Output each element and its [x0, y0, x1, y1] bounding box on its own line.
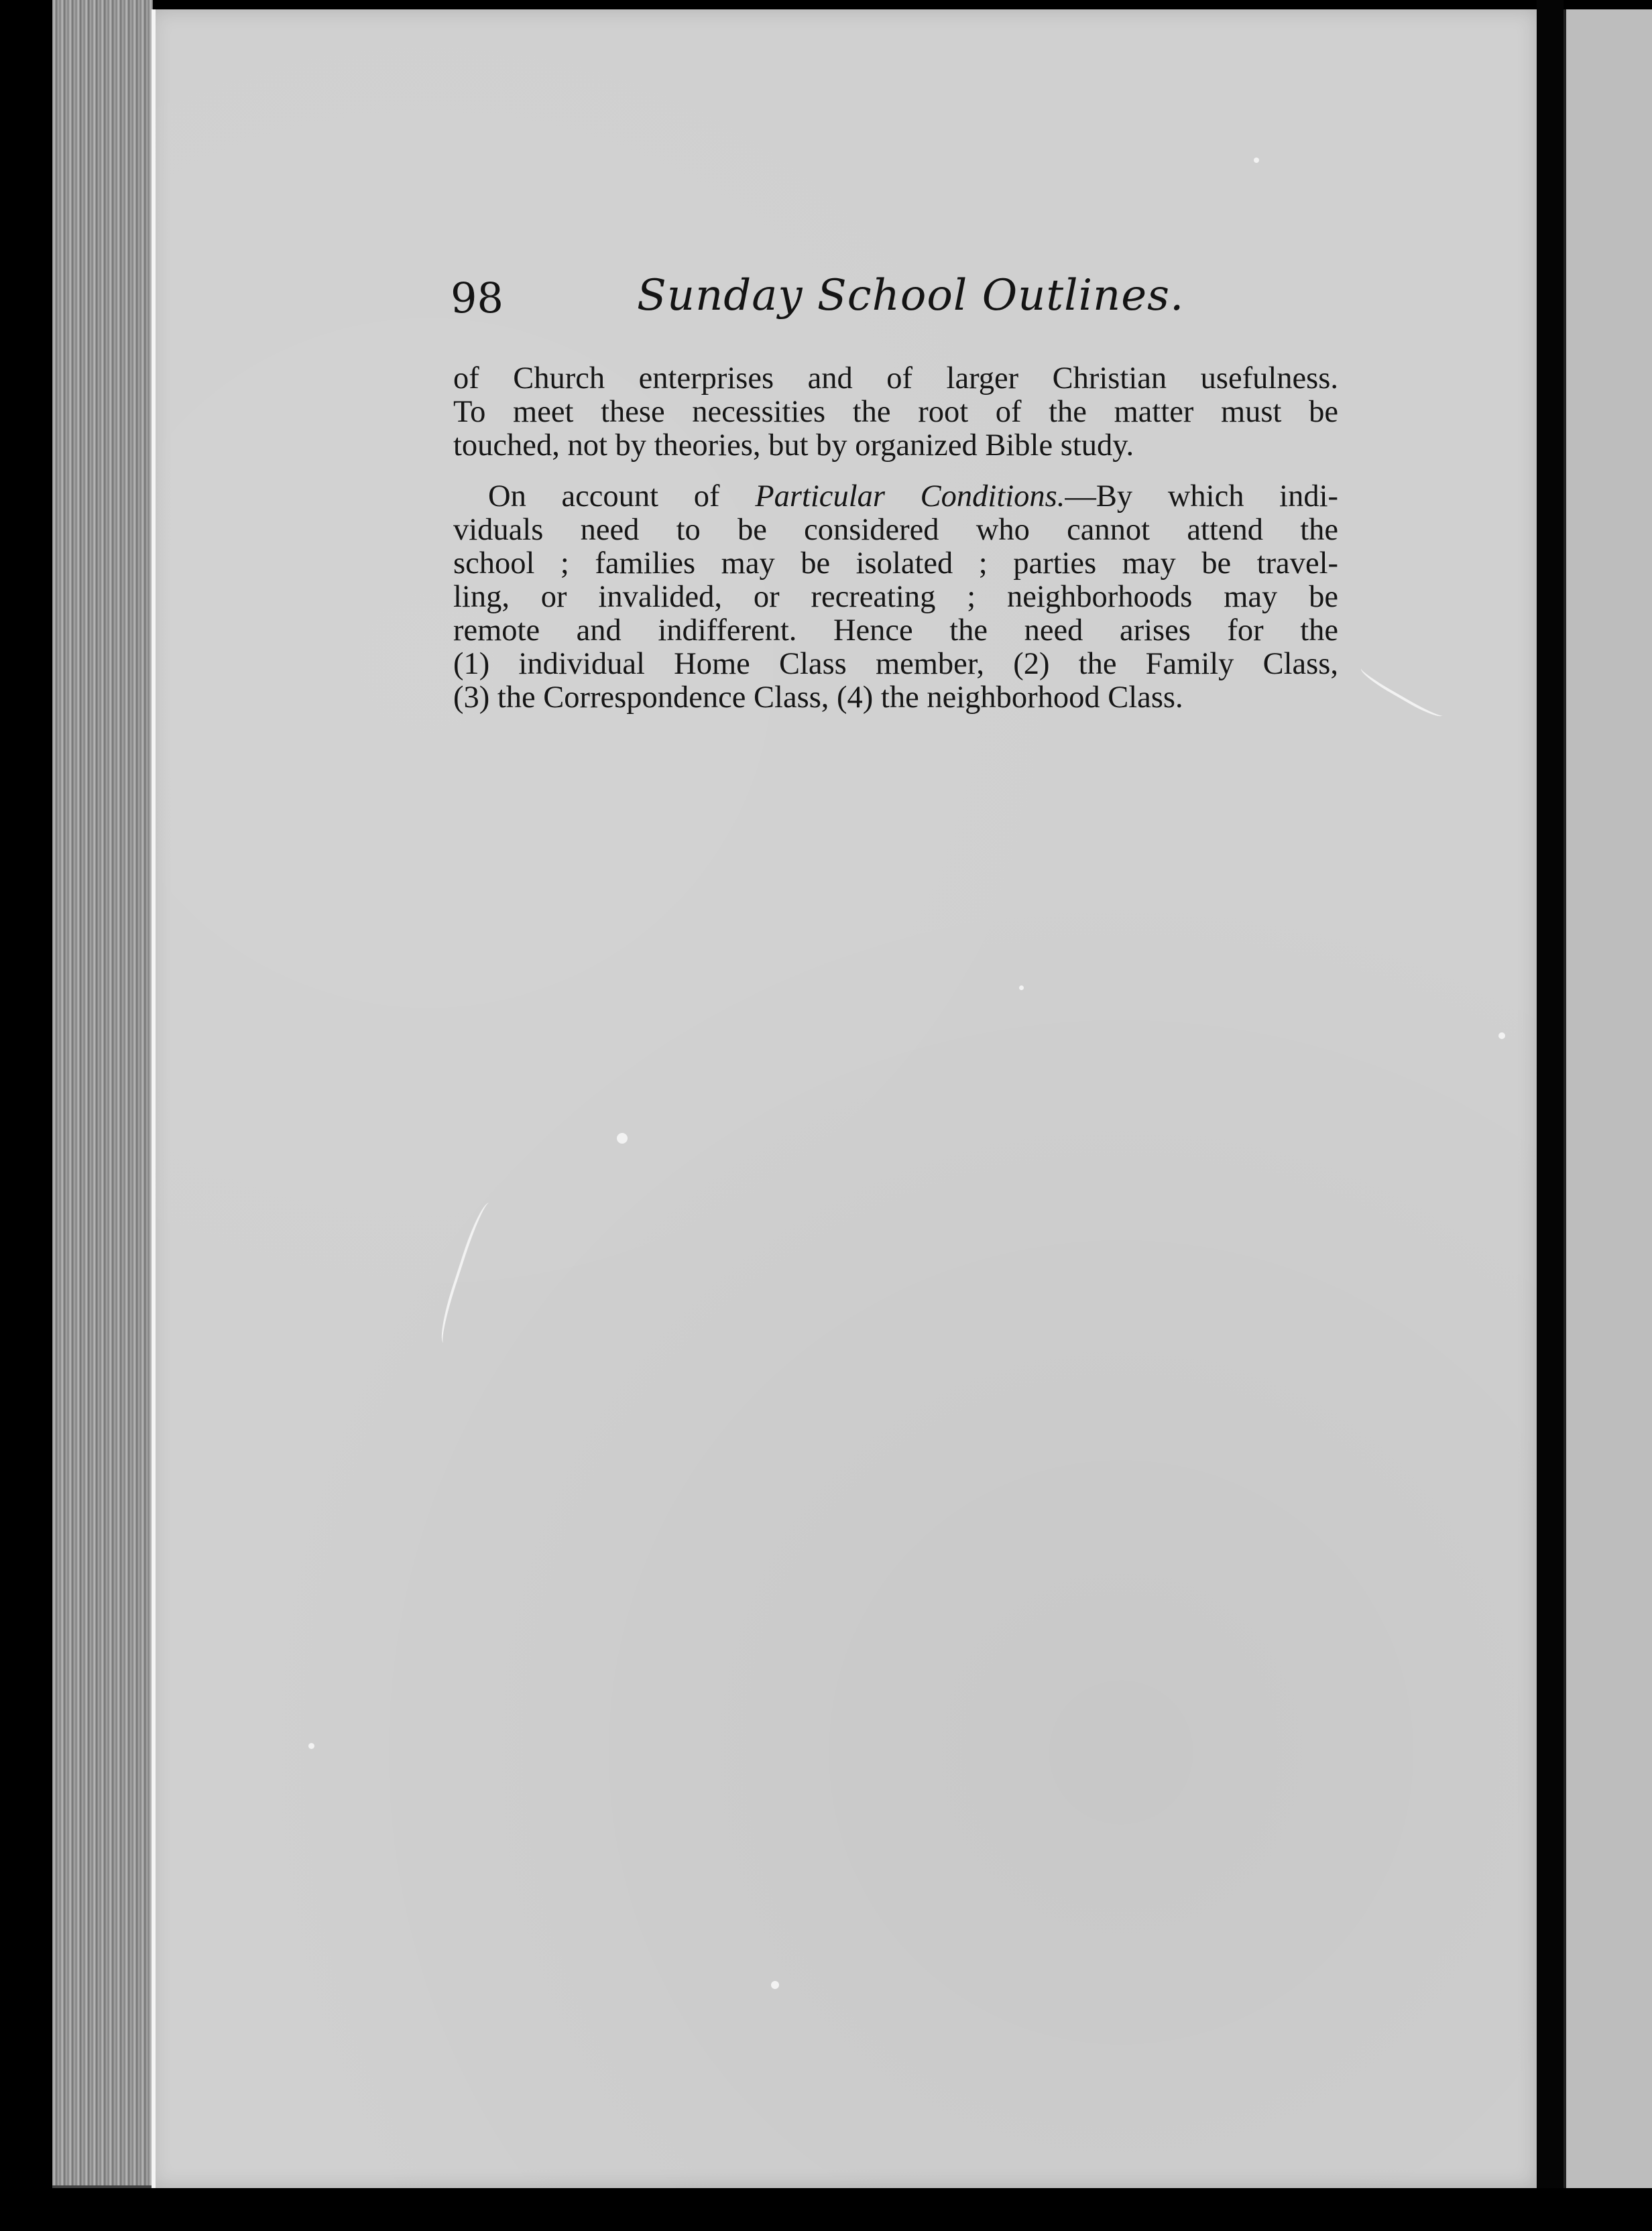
scan-bottom-border — [0, 2188, 1652, 2231]
text-line: of Church enterprises and of larger Christian usefulness. — [453, 361, 1338, 396]
dust-speck — [771, 1981, 779, 1989]
line-continuation: —By which indi- — [1065, 479, 1338, 514]
dust-speck — [617, 1133, 628, 1144]
lead-in-text: On account of — [488, 479, 756, 514]
page-left-edge — [152, 9, 156, 2188]
dust-speck — [1254, 158, 1259, 163]
dust-speck — [1019, 985, 1024, 990]
text-line: (3) the Correspondence Class, (4) the neighborhood Class. — [453, 680, 1183, 715]
paragraph-particular-conditions — [453, 480, 1338, 715]
book-page — [152, 9, 1537, 2188]
dust-speck — [1498, 1032, 1505, 1039]
text-line-first — [453, 480, 1338, 514]
page-stack-edge — [52, 0, 153, 2189]
body-text — [453, 362, 1338, 715]
paragraph-church-enterprises — [453, 362, 1338, 463]
text-line: viduals need to be considered who cannot attend the — [453, 513, 1338, 547]
text-line: To meet these necessities the root of the matter must be — [453, 395, 1338, 429]
text-line: school ; families may be isolated ; parties may be travel- — [453, 546, 1338, 581]
text-line: touched, not by theories, but by organized Bible study. — [453, 428, 1134, 463]
facing-page-edge — [1564, 9, 1652, 2188]
page-header — [451, 267, 1342, 327]
italic-heading: Particular Conditions. — [755, 479, 1065, 514]
text-line: ling, or invalided, or recreating ; neighborhoods may be — [453, 580, 1338, 614]
book-gutter — [1537, 0, 1564, 2231]
dust-speck — [308, 1743, 314, 1749]
running-title: Sunday School Outlines. — [637, 271, 1185, 320]
text-line: remote and indifferent. Hence the need arises for the — [453, 613, 1338, 648]
page-number: 98 — [451, 274, 504, 322]
text-line: (1) individual Home Class member, (2) the Family Class, — [453, 647, 1338, 681]
